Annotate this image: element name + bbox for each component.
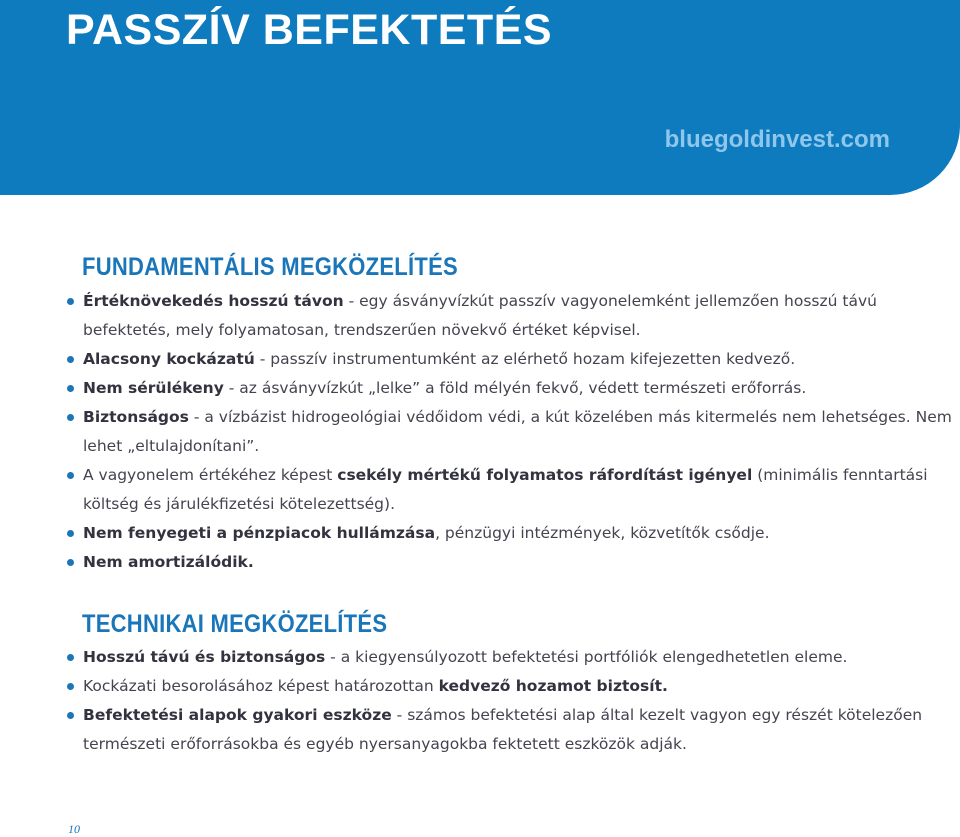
item-pre: A vagyonelem értékéhez képest bbox=[83, 466, 338, 484]
item-bold: kedvező hozamot biztosít. bbox=[438, 677, 668, 695]
item-bold: Nem amortizálódik. bbox=[83, 553, 254, 571]
item-bold: Biztonságos bbox=[83, 408, 189, 426]
list-item bbox=[66, 461, 956, 519]
technical-list bbox=[66, 643, 956, 759]
item-text: , pénzügyi intézmények, közvetítők csődje. bbox=[435, 524, 770, 542]
header-banner bbox=[0, 0, 960, 195]
list-item bbox=[66, 548, 956, 577]
item-bold: Alacsony kockázatú bbox=[83, 350, 255, 368]
item-text: - a vízbázist hidrogeológiai védőidom védi, a kút közelében más kitermelés nem lehetséges. Nem lehet „eltulajdonítani”. bbox=[83, 408, 952, 455]
item-bold: Befektetési alapok gyakori eszköze bbox=[83, 706, 392, 724]
page-title: PASSZÍV BEFEKTETÉS bbox=[66, 6, 553, 54]
technical-heading: TECHNIKAI MEGKÖZELÍTÉS bbox=[82, 610, 388, 638]
item-text: - egy ásványvízkút passzív vagyonelemként jellemzően hosszú távú befektetés, mely folyamatosan, trendszerűen növekvő értéket képvisel. bbox=[83, 292, 877, 339]
list-item bbox=[66, 519, 956, 548]
item-bold: Hosszú távú és biztonságos bbox=[83, 648, 326, 666]
page-number: 10 bbox=[68, 822, 80, 836]
item-bold: csekély mértékű folyamatos ráfordítást igényel bbox=[337, 466, 753, 484]
list-item bbox=[66, 701, 956, 759]
item-text: - a kiegyensúlyozott befektetési portfóliók elengedhetetlen eleme. bbox=[325, 648, 848, 666]
site-url: bluegoldinvest.com bbox=[664, 126, 890, 153]
list-item bbox=[66, 374, 956, 403]
item-bold: Értéknövekedés hosszú távon bbox=[83, 292, 344, 310]
item-text: (minimális fenntartási költség és járulékfizetési kötelezettség). bbox=[83, 466, 928, 513]
item-bold: Nem fenyegeti a pénzpiacok hullámzása bbox=[83, 524, 436, 542]
item-text: - számos befektetési alap által kezelt vagyon egy részét kötelezően természeti erőforrásokba és egyéb nyersanyagokba fektetett eszközök adják. bbox=[83, 706, 923, 753]
list-item bbox=[66, 403, 956, 461]
list-item bbox=[66, 287, 956, 345]
fundamental-heading: FUNDAMENTÁLIS MEGKÖZELÍTÉS bbox=[82, 253, 458, 281]
list-item bbox=[66, 345, 956, 374]
list-item bbox=[66, 643, 956, 672]
fundamental-list bbox=[66, 287, 956, 577]
list-item bbox=[66, 672, 956, 701]
item-text: - az ásványvízkút „lelke” a föld mélyén fekvő, védett természeti erőforrás. bbox=[223, 379, 807, 397]
item-pre: Kockázati besorolásához képest határozottan bbox=[83, 677, 439, 695]
item-bold: Nem sérülékeny bbox=[83, 379, 224, 397]
item-text: - passzív instrumentumként az elérhető hozam kifejezetten kedvező. bbox=[254, 350, 796, 368]
